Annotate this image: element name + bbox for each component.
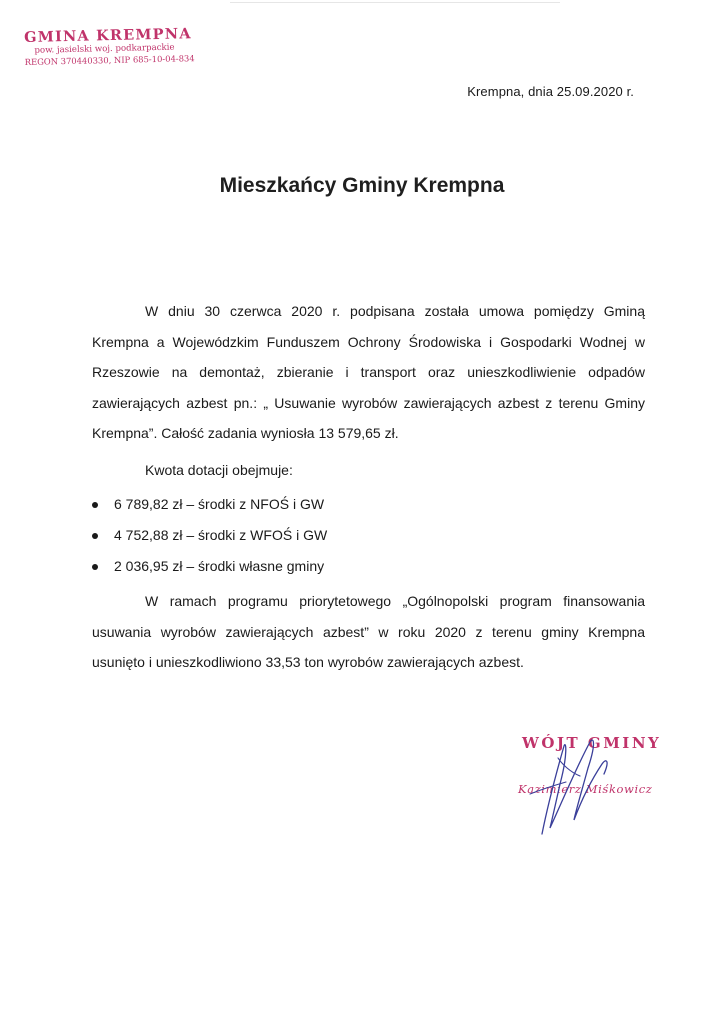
- list-item: [92, 489, 645, 520]
- stamp-regon-nip: REGON 370440330, NIP 685-10-04-834: [24, 53, 195, 67]
- document-title: Mieszkańcy Gminy Krempna: [219, 174, 505, 197]
- municipality-header-stamp: [24, 26, 205, 68]
- stamp-office-title: WÓJT GMINY: [522, 734, 662, 752]
- bullet-icon: [92, 564, 98, 570]
- paragraph-program: W ramach programu priorytetowego „Ogólnopolski program finansowania usuwania wyrobów zawierających azbest” w roku 2020 z terenu gminy Krempna usunięto i unieszkodliwiono 33,53 ton wyrobów zawierających azbest.: [92, 593, 645, 670]
- top-edge-line: [230, 2, 560, 3]
- paragraph-agreement: W dniu 30 czerwca 2020 r. podpisana została umowa pomiędzy Gminą Krempna a Wojewódzkim Funduszem Ochrony Środowiska i Gospodarki Wodnej w Rzeszowie na demontaż, zbieranie i transport oraz unieszkodliwienie odpadów zawierających azbest pn.: „ Usuwanie wyrobów zawierających azbest z terenu Gminy Krempna”. Całość zadania wyniosła 13 579,65 zł.: [92, 303, 645, 441]
- funding-intro: Kwota dotacji obejmuje:: [145, 461, 293, 478]
- stamp-title: GMINA KREMPNA: [23, 25, 192, 46]
- letter-body: [92, 296, 645, 678]
- stamp-person-name: Kazimierz Miśkowicz: [518, 782, 653, 796]
- funding-list: [92, 489, 645, 582]
- stamp-address: pow. jasielski woj. podkarpackie: [34, 42, 175, 56]
- place-and-date: Krempna, dnia 25.09.2020 r.: [467, 84, 634, 99]
- bullet-icon: [92, 533, 98, 539]
- funding-item-text: 4 752,88 zł – środki z WFOŚ i GW: [114, 527, 328, 543]
- list-item: [92, 551, 645, 582]
- bullet-icon: [92, 502, 98, 508]
- funding-item-text: 6 789,82 zł – środki z NFOŚ i GW: [114, 496, 325, 512]
- funding-item-text: 2 036,95 zł – środki własne gminy: [114, 558, 325, 574]
- handwritten-signature-icon: [500, 724, 700, 844]
- list-item: [92, 520, 645, 551]
